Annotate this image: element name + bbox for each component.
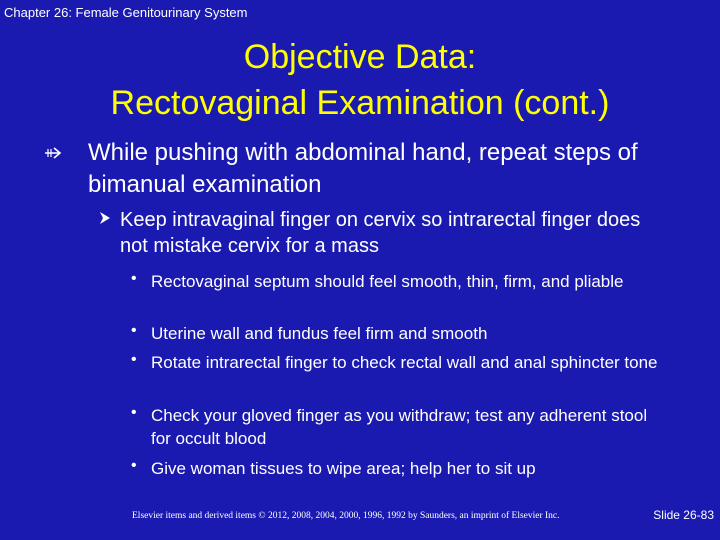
slide-number: Slide 26-83 (653, 508, 714, 522)
arrow-bullet-icon (44, 146, 66, 165)
dot-bullet-icon: • (131, 457, 137, 474)
dot-bullet-icon: • (131, 270, 137, 287)
bullet-level3-item: Rotate intrarectal finger to check rectal wall and anal sphincter tone (151, 353, 658, 372)
dot-bullet-icon: • (131, 404, 137, 421)
bullet-level3-item: Rectovaginal septum should feel smooth, thin, firm, and pliable (151, 272, 624, 291)
arrowhead-bullet-icon (98, 210, 112, 231)
chapter-header: Chapter 26: Female Genitourinary System (4, 5, 248, 20)
bullet-level3-item: Uterine wall and fundus feel firm and smooth (151, 324, 488, 343)
bullet-level1-item: While pushing with abdominal hand, repeat steps of bimanual examination (88, 139, 638, 198)
bullet-level3-item: Check your gloved finger as you withdraw; test any adherent stool for occult blood (151, 406, 648, 448)
slide-title-line-2: Rectovaginal Examination (cont.) (110, 84, 610, 122)
copyright-footer: Elsevier items and derived items © 2012, 2008, 2004, 2000, 1996, 1992 by Saunders, an imprint of Elsevier Inc. (132, 511, 560, 521)
dot-bullet-icon: • (131, 322, 137, 339)
dot-bullet-icon: • (131, 351, 137, 368)
slide-title-line-1: Objective Data: (243, 38, 477, 76)
bullet-level2-item: Keep intravaginal finger on cervix so intrarectal finger does not mistake cervix for a mass (120, 209, 641, 257)
bullet-level3-item: Give woman tissues to wipe area; help her to sit up (151, 459, 536, 478)
